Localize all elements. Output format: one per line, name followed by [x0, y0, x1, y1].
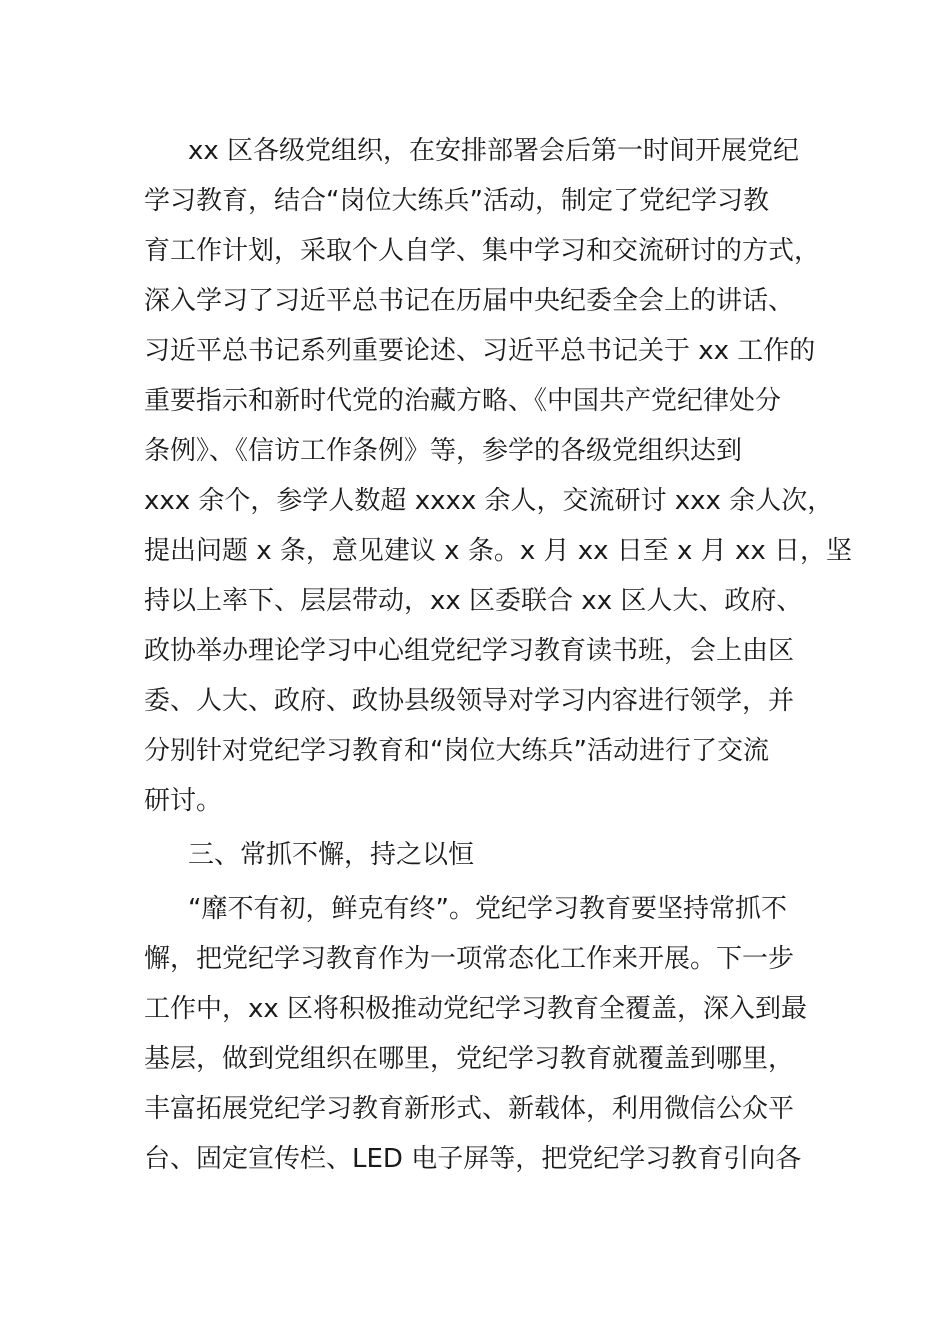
- paragraph-line: 学习教育，结合“岗位大练兵”活动，制定了党纪学习教: [144, 186, 769, 216]
- paragraph-line: xx 区各级党组织，在安排部署会后第一时间开展党纪: [188, 136, 800, 166]
- paragraph-line: 工作中，xx 区将积极推动党纪学习教育全覆盖，深入到最: [144, 994, 808, 1024]
- paragraph-line: 分别针对党纪学习教育和“岗位大练兵”活动进行了交流: [144, 736, 769, 766]
- paragraph-line: xxx 余个，参学人数超 xxxx 余人，交流研讨 xxx 余人次，: [144, 486, 834, 516]
- paragraph-1: [144, 126, 853, 826]
- paragraph-line: 提出问题 x 条，意见建议 x 条。x 月 xx 日至 x 月 xx 日，坚: [144, 536, 853, 566]
- paragraph-line: 政协举办理论学习中心组党纪学习教育读书班，会上由区: [144, 636, 795, 666]
- paragraph-line: “靡不有初，鲜克有终”。党纪学习教育要坚持常抓不: [188, 894, 787, 924]
- paragraph-2: [144, 884, 812, 1184]
- paragraph-line: 重要指示和新时代党的治藏方略、《中国共产党纪律处分: [144, 386, 782, 416]
- paragraph-line: 育工作计划，采取个人自学、集中学习和交流研讨的方式，: [144, 236, 821, 266]
- paragraph-line: 丰富拓展党纪学习教育新形式、新载体，利用微信公众平: [144, 1094, 795, 1124]
- paragraph-line: 研讨。: [144, 786, 223, 816]
- section-heading: 三、常抓不懈，持之以恒: [188, 840, 475, 870]
- paragraph-line: 条例》、《信访工作条例》等，参学的各级党组织达到: [144, 436, 743, 466]
- paragraph-line: 基层，做到党组织在哪里，党纪学习教育就覆盖到哪里，: [144, 1044, 795, 1074]
- paragraph-line: 深入学习了习近平总书记在历届中央纪委全会上的讲话、: [144, 286, 795, 316]
- paragraph-line: 台、固定宣传栏、LED 电子屏等，把党纪学习教育引向各: [144, 1144, 802, 1174]
- document-body: [144, 126, 853, 1184]
- paragraph-line: 习近平总书记系列重要论述、习近平总书记关于 xx 工作的: [144, 336, 816, 366]
- paragraph-line: 懈，把党纪学习教育作为一项常态化工作来开展。下一步: [144, 944, 795, 974]
- paragraph-line: 委、人大、政府、政协县级领导对学习内容进行领学，并: [144, 686, 795, 716]
- paragraph-line: 持以上率下、层层带动，xx 区委联合 xx 区人大、政府、: [144, 586, 803, 616]
